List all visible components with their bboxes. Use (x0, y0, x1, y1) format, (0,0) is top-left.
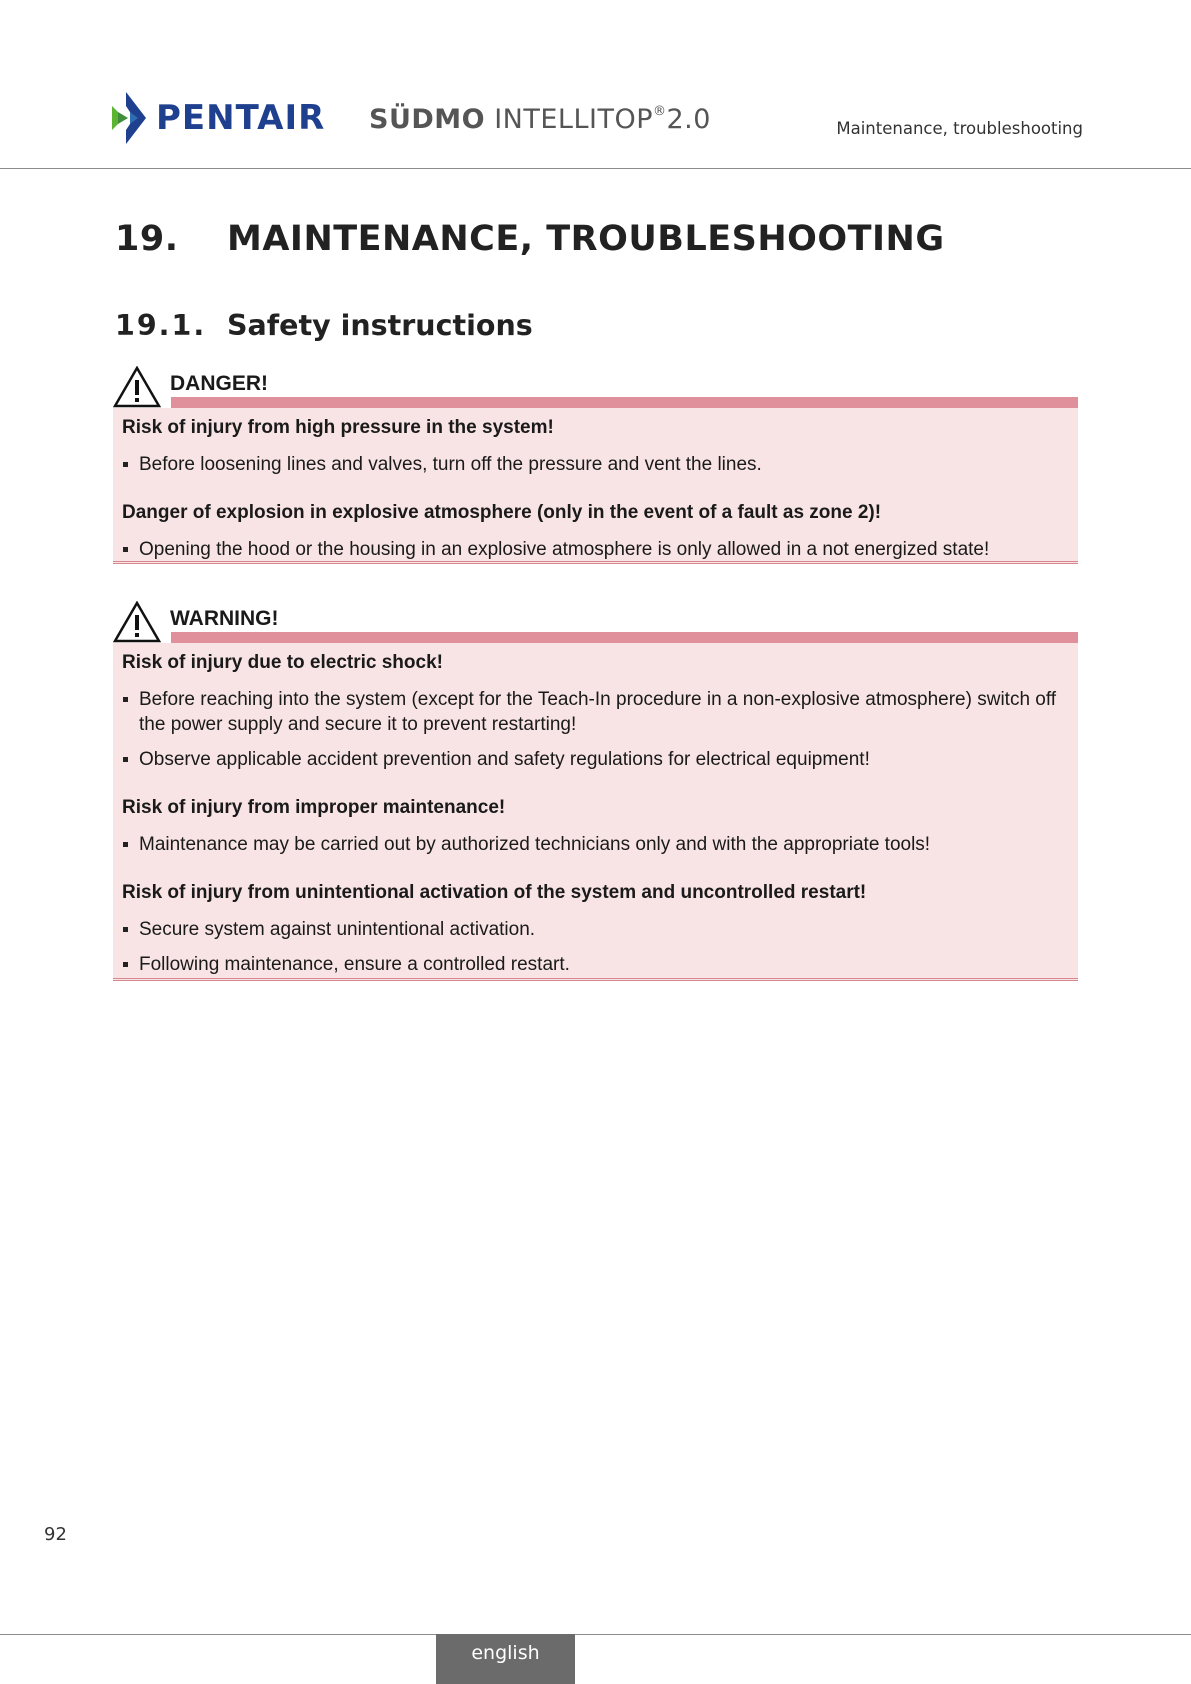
danger-bar (171, 397, 1078, 408)
pentair-logo-icon (112, 92, 146, 144)
list-item: Maintenance may be carried out by authorized technicians only and with the appropriate tools! (122, 832, 1068, 857)
warning-heading: Risk of injury due to electric shock! (122, 652, 443, 673)
pentair-logo (112, 92, 325, 144)
footer-divider (0, 1634, 1191, 1635)
warning-heading: Risk of injury from unintentional activation of the system and uncontrolled restart! (122, 882, 867, 903)
running-head: Maintenance, troubleshooting (836, 119, 1083, 138)
page-header (0, 0, 1191, 169)
warning-bar (171, 632, 1078, 643)
chapter-title (115, 219, 945, 259)
danger-box (113, 366, 1078, 564)
warning-heading: Risk of injury from improper maintenance! (122, 797, 506, 818)
list-item: Opening the hood or the housing in an explosive atmosphere is only allowed in a not energized state! (122, 537, 1068, 562)
product-model: INTELLITOP (494, 104, 653, 135)
product-name (369, 104, 711, 135)
logo-wordmark: PENTAIR (156, 98, 326, 138)
product-version: 2.0 (666, 104, 711, 135)
warning-triangle-icon (113, 601, 161, 643)
language-tab: english (436, 1634, 575, 1684)
list-item: Before reaching into the system (except for the Teach-In procedure in a non-explosive atmosphere) switch off the power supply and secure it to prevent restarting! (122, 687, 1068, 737)
warning-list (122, 917, 1068, 977)
danger-list (122, 452, 1068, 477)
page-number: 92 (44, 1524, 67, 1545)
list-item: Before loosening lines and valves, turn off the pressure and vent the lines. (122, 452, 1068, 477)
list-item: Observe applicable accident prevention and safety regulations for electrical equipment! (122, 747, 1068, 772)
warning-box (113, 601, 1078, 981)
danger-signal-word: DANGER! (170, 372, 268, 395)
list-item: Following maintenance, ensure a controlled restart. (122, 952, 1068, 977)
chapter-title-text: MAINTENANCE, TROUBLESHOOTING (227, 219, 945, 259)
danger-content (113, 408, 1078, 564)
warning-signal-word: WARNING! (170, 607, 279, 630)
section-title-text: Safety instructions (227, 309, 533, 342)
danger-heading: Risk of injury from high pressure in the system! (122, 417, 554, 438)
warning-list (122, 832, 1068, 857)
warning-content (113, 643, 1078, 981)
warning-list (122, 687, 1068, 772)
danger-heading: Danger of explosion in explosive atmosphere (only in the event of a fault as zone 2)! (122, 502, 882, 523)
section-title (115, 309, 533, 342)
list-item: Secure system against unintentional activation. (122, 917, 1068, 942)
section-number: 19.1. (115, 309, 207, 342)
chapter-number: 19. (115, 219, 179, 259)
danger-list (122, 537, 1068, 562)
warning-triangle-icon (113, 366, 161, 408)
product-brand: SÜDMO (369, 104, 486, 135)
registered-mark: ® (653, 104, 667, 119)
